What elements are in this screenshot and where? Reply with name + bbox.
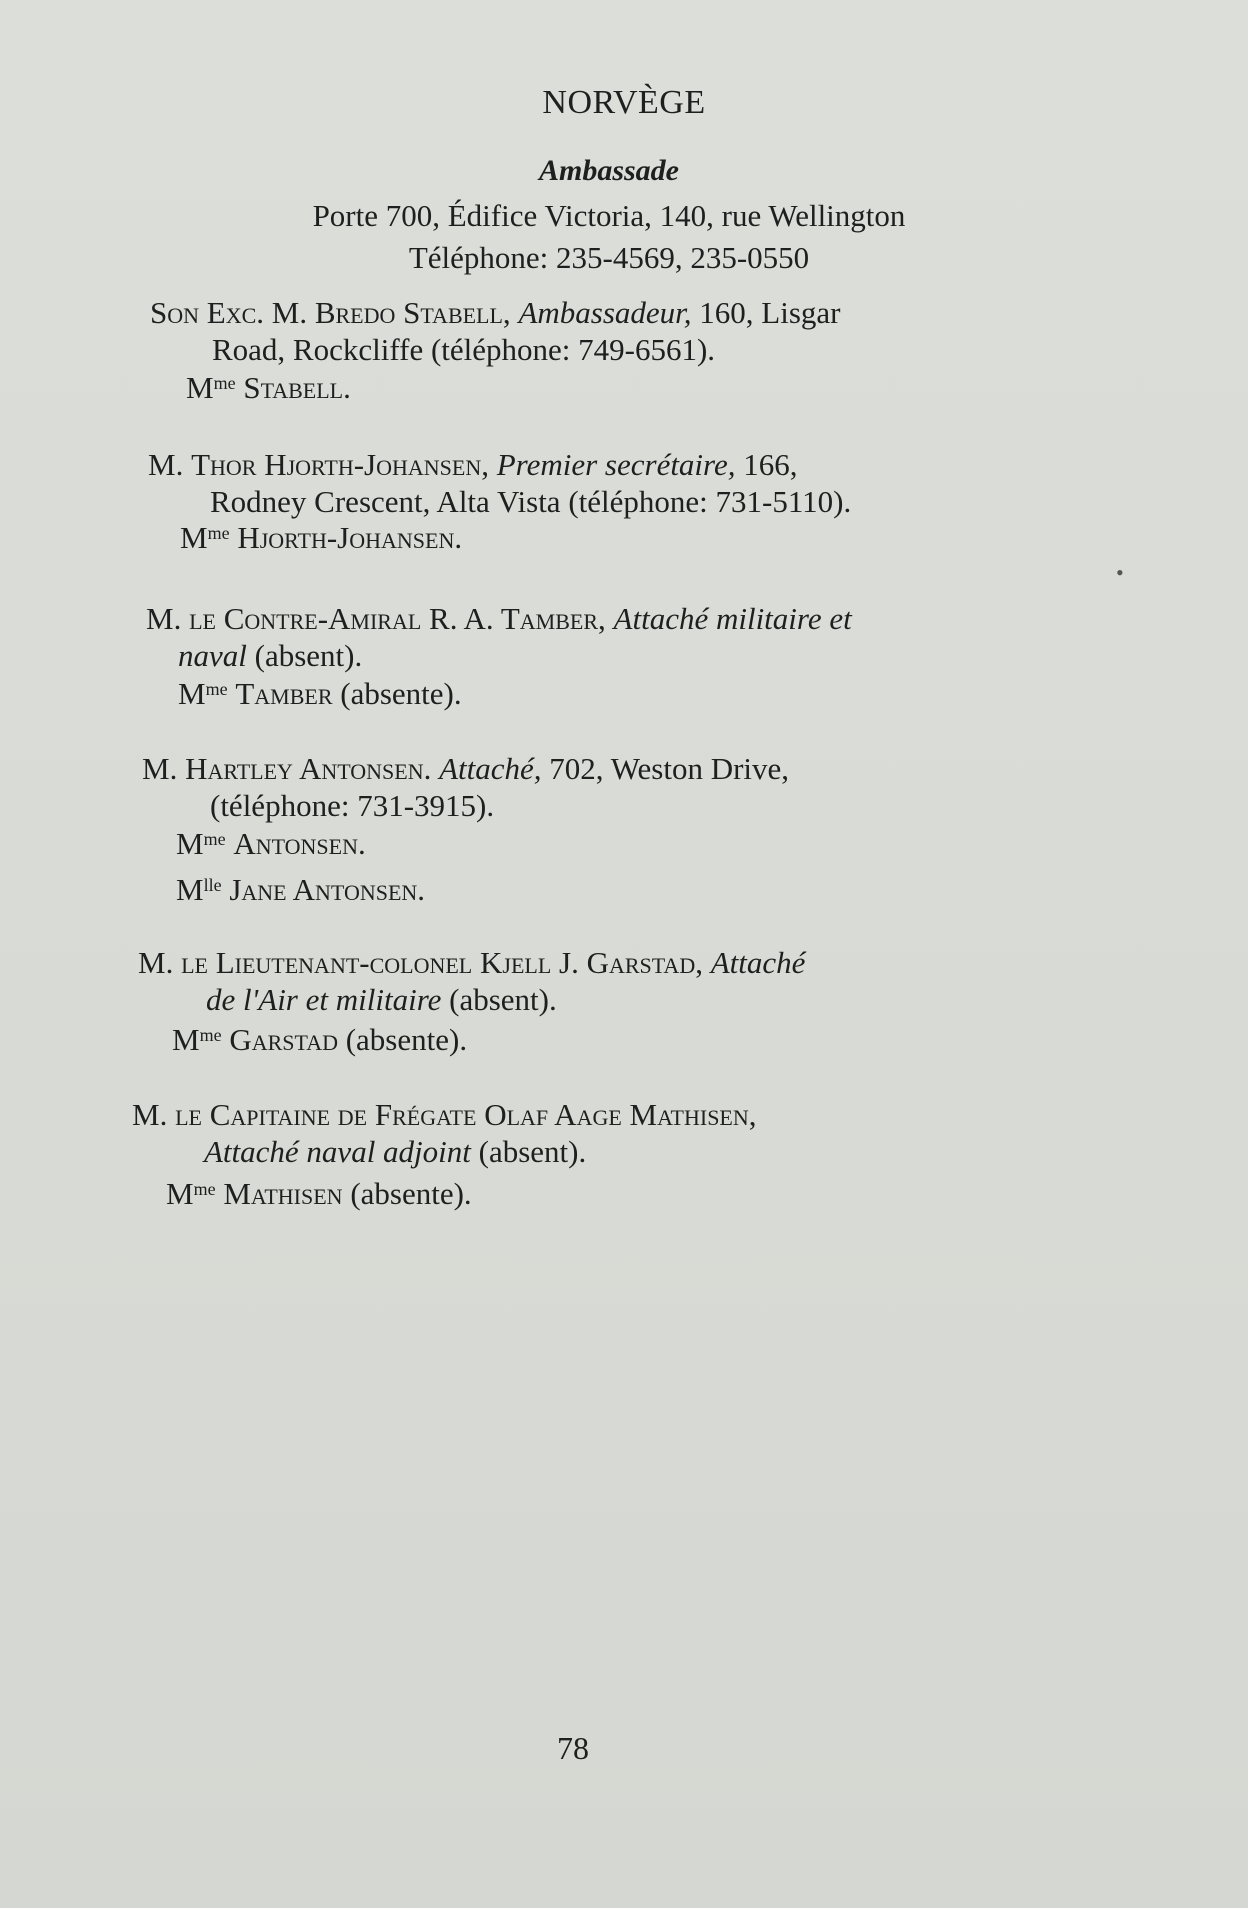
entry-name: Lieutenant-colonel Kjell J. Garstad,	[215, 945, 703, 980]
spouse-abbr: M	[176, 826, 204, 861]
entry-line-1	[132, 1096, 1057, 1133]
entry-title-cont: Attaché naval adjoint	[204, 1134, 471, 1169]
spouse-abbr: M	[186, 370, 214, 405]
entry-line-1	[142, 750, 1062, 787]
mission-type: Ambassade	[538, 154, 679, 187]
entry-prefix: M. le	[138, 945, 208, 980]
spouse-abbr: M	[172, 1022, 200, 1057]
entry-prefix: M. le	[146, 601, 216, 636]
spouse-name: Antonsen.	[233, 826, 366, 861]
entry-address: 160, Lisgar	[699, 295, 841, 330]
entry-title-cont: de l'Air et militaire	[206, 982, 442, 1017]
entry-title-cont: naval	[178, 638, 247, 673]
page-number: 78	[557, 1730, 589, 1766]
entry-address: 166,	[743, 447, 798, 482]
spouse-abbr-sup: lle	[203, 875, 222, 895]
ink-speck: •	[1116, 560, 1124, 585]
spouse-abbr-sup: me	[199, 1025, 222, 1045]
entry-name: Thor Hjorth-Johansen,	[191, 447, 489, 482]
entry-line-2: Rodney Crescent, Alta Vista (téléphone: 731-5110).	[210, 484, 852, 519]
entry-prefix: M.	[148, 447, 184, 482]
spouse-name: Stabell.	[243, 370, 351, 405]
staff-entry	[146, 600, 1061, 674]
spouse-abbr-sup: me	[213, 373, 236, 393]
spouse-abbr: M	[166, 1176, 194, 1211]
spouse-name: Mathisen	[223, 1176, 343, 1211]
entry-line-1	[138, 944, 1058, 981]
spouse-note: (absente).	[345, 1022, 468, 1057]
entry-line-2	[132, 1133, 1057, 1170]
spouse-abbr: M	[180, 520, 208, 555]
spouse-abbr-sup: me	[207, 523, 230, 543]
entry-prefix: M. le	[132, 1097, 202, 1132]
spouse-name: Hjorth-Johansen.	[237, 520, 463, 555]
country-heading: NORVÈGE	[542, 84, 706, 121]
entry-name: Capitaine de Frégate Olaf Aage Mathisen,	[209, 1097, 757, 1132]
entry-line-2: Road, Rockcliffe (téléphone: 749-6561).	[212, 332, 716, 367]
entry-line-2	[138, 981, 1058, 1018]
spouse-name: Garstad	[229, 1022, 338, 1057]
spouse-line	[176, 826, 366, 862]
spouse-line	[176, 872, 425, 908]
entry-prefix: Son Exc. M.	[150, 295, 308, 330]
staff-entry	[138, 944, 1058, 1018]
entry-address: 702, Weston Drive,	[549, 751, 790, 786]
spouse-abbr: M	[176, 872, 204, 907]
entry-name: Contre-Amiral R. A. Tamber,	[223, 601, 606, 636]
spouse-abbr-sup: me	[193, 1179, 216, 1199]
entry-title: Ambassadeur,	[518, 295, 692, 330]
entry-line-1	[148, 446, 1063, 483]
entry-status: (absent).	[478, 1134, 587, 1169]
mission-address: Porte 700, Édifice Victoria, 140, rue Wellington	[312, 198, 906, 233]
mission-telephone: Téléphone: 235-4569, 235-0550	[408, 240, 810, 275]
entry-line-1	[146, 600, 1061, 637]
entry-line-2: (téléphone: 731-3915).	[210, 788, 495, 823]
spouse-name: Jane Antonsen.	[229, 872, 426, 907]
spouse-note: (absente).	[340, 676, 462, 711]
spouse-abbr-sup: me	[205, 679, 228, 699]
staff-entry	[148, 446, 1063, 520]
entry-line-1	[150, 294, 1065, 331]
entry-name: Hartley Antonsen.	[185, 751, 432, 786]
spouse-note: (absente).	[350, 1176, 472, 1211]
spouse-line	[178, 676, 462, 712]
entry-name: Bredo Stabell,	[314, 295, 511, 330]
entry-status: (absent).	[449, 982, 557, 1017]
staff-entry	[142, 750, 1062, 824]
staff-entry	[132, 1096, 1057, 1170]
entry-title: Attaché,	[439, 751, 542, 786]
entry-status: (absent).	[254, 638, 363, 673]
spouse-abbr-sup: me	[203, 829, 226, 849]
spouse-line	[186, 370, 351, 406]
spouse-name: Tamber	[235, 676, 333, 711]
staff-entry	[150, 294, 1065, 368]
spouse-abbr: M	[178, 676, 206, 711]
spouse-line	[180, 520, 462, 556]
spouse-line	[172, 1022, 467, 1058]
entry-prefix: M.	[142, 751, 178, 786]
entry-line-2	[146, 637, 1061, 674]
entry-title: Attaché militaire et	[613, 601, 852, 636]
entry-title: Attaché	[710, 945, 806, 980]
spouse-line	[166, 1176, 472, 1212]
entry-title: Premier secrétaire,	[496, 447, 736, 482]
